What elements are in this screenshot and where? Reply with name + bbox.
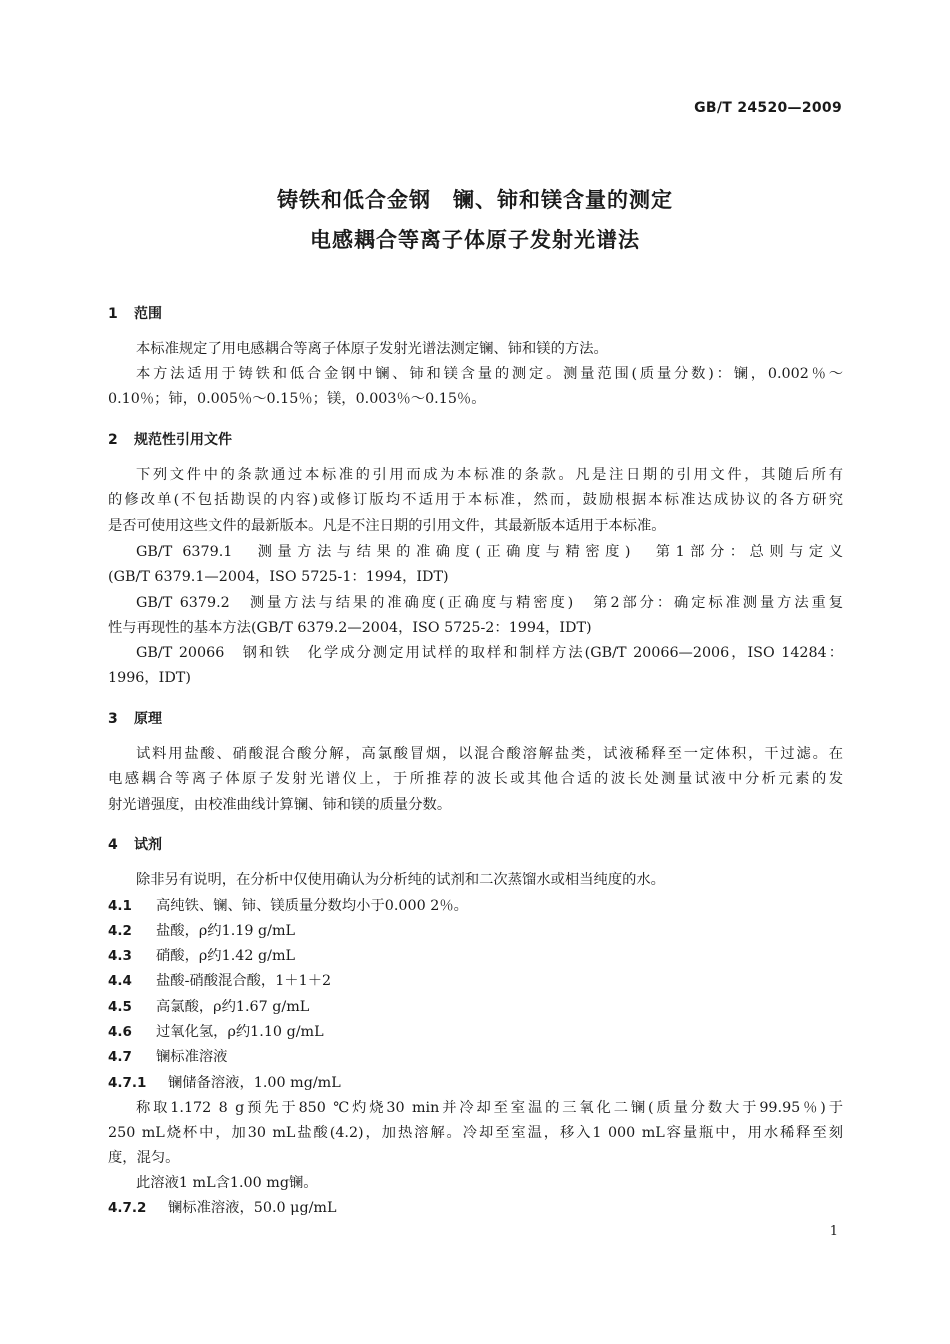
item-text: 高纯铁、镧、铈、镁质量分数均小于0.000 2％。 xyxy=(156,898,468,914)
section-title: 规范性引用文件 xyxy=(134,432,232,448)
paragraph-line: 本方法适用于铸铁和低合金钢中镧、铈和镁含量的测定。测量范围(质量分数)：镧，0.002％～ xyxy=(136,366,843,382)
item-text: 镧储备溶液，1.00 mg/mL xyxy=(168,1075,341,1091)
reference-line: GB/T 6379.1 测量方法与结果的准确度(正确度与精密度) 第1部分：总则与定义 xyxy=(136,544,843,560)
section-number: 3 xyxy=(108,711,118,727)
section-heading-scope xyxy=(108,303,162,323)
paragraph-line: 除非另有说明，在分析中仅使用确认为分析纯的试剂和二次蒸馏水或相当纯度的水。 xyxy=(136,872,665,888)
reagent-item xyxy=(108,921,295,941)
item-text: 盐酸-硝酸混合酸，1＋1＋2 xyxy=(156,973,332,989)
paragraph-line: 射光谱强度，由校准曲线计算镧、铈和镁的质量分数。 xyxy=(108,797,452,813)
reference-line: (GB/T 6379.1—2004，ISO 5725-1：1994，IDT) xyxy=(108,569,449,585)
section-heading-references xyxy=(108,429,232,449)
item-number: 4.7.1 xyxy=(108,1075,147,1091)
item-number: 4.7.2 xyxy=(108,1200,147,1216)
reagent-item xyxy=(108,997,309,1017)
document-title-line2: 电感耦合等离子体原子发射光谱法 xyxy=(310,228,640,252)
section-number: 2 xyxy=(108,432,118,448)
paragraph-line: 试料用盐酸、硝酸混合酸分解，高氯酸冒烟，以混合酸溶解盐类，试液稀释至一定体积，干过滤。在 xyxy=(136,746,843,762)
item-number: 4.3 xyxy=(108,948,132,964)
item-text: 盐酸，ρ约1.19 g/mL xyxy=(156,923,295,939)
reference-line: 1996，IDT) xyxy=(108,670,191,686)
section-title: 范围 xyxy=(134,306,162,322)
paragraph-line: 下列文件中的条款通过本标准的引用而成为本标准的条款。凡是注日期的引用文件，其随后所有 xyxy=(136,467,843,483)
paragraph-line: 度，混匀。 xyxy=(108,1150,180,1166)
paragraph-line: 本标准规定了用电感耦合等离子体原子发射光谱法测定镧、铈和镁的方法。 xyxy=(136,341,608,357)
item-number: 4.7 xyxy=(108,1049,132,1065)
item-number: 4.1 xyxy=(108,898,132,914)
item-number: 4.6 xyxy=(108,1024,132,1040)
item-text: 镧标准溶液 xyxy=(156,1049,228,1065)
paragraph-line: 称取1.172 8 g预先于850 ℃灼烧30 min并冷却至室温的三氧化二镧(质量分数大于99.95％)于 xyxy=(136,1100,843,1116)
section-heading-reagents xyxy=(108,834,162,854)
item-text: 过氧化氢，ρ约1.10 g/mL xyxy=(156,1024,324,1040)
item-number: 4.2 xyxy=(108,923,132,939)
item-number: 4.5 xyxy=(108,999,132,1015)
section-heading-principle xyxy=(108,708,162,728)
reagent-item xyxy=(108,1047,227,1067)
paragraph-line: 250 mL烧杯中，加30 mL盐酸(4.2)，加热溶解。冷却至室温，移入1 000 mL容量瓶中，用水稀释至刻 xyxy=(108,1125,843,1141)
section-title: 原理 xyxy=(134,711,162,727)
item-text: 镧标准溶液，50.0 μg/mL xyxy=(168,1200,337,1216)
paragraph-line: 0.10％；铈，0.005％～0.15％；镁，0.003％～0.15％。 xyxy=(108,391,486,407)
item-number: 4.4 xyxy=(108,973,132,989)
page-number: 1 xyxy=(829,1224,838,1239)
reagent-item xyxy=(108,1022,324,1042)
standard-number: GB/T 24520—2009 xyxy=(694,100,842,116)
paragraph-line: 电感耦合等离子体原子发射光谱仪上，于所推荐的波长或其他合适的波长处测量试液中分析元素的发 xyxy=(108,771,843,787)
item-text: 硝酸，ρ约1.42 g/mL xyxy=(156,948,295,964)
document-title-line1: 铸铁和低合金钢 镧、铈和镁含量的测定 xyxy=(277,188,673,212)
section-title: 试剂 xyxy=(134,837,162,853)
reference-line: GB/T 6379.2 测量方法与结果的准确度(正确度与精密度) 第2部分：确定标准测量方法重复 xyxy=(136,595,843,611)
reference-line: 性与再现性的基本方法(GB/T 6379.2—2004，ISO 5725-2：1994，IDT) xyxy=(108,620,592,636)
paragraph-line: 的修改单(不包括勘误的内容)或修订版均不适用于本标准，然而，鼓励根据本标准达成协议的各方研究 xyxy=(108,492,843,508)
paragraph-line: 此溶液1 mL含1.00 mg镧。 xyxy=(136,1175,318,1191)
section-number: 4 xyxy=(108,837,118,853)
reagent-item xyxy=(108,946,295,966)
reagent-subitem xyxy=(108,1198,336,1218)
paragraph-line: 是否可使用这些文件的最新版本。凡是不注日期的引用文件，其最新版本适用于本标准。 xyxy=(108,518,666,534)
section-number: 1 xyxy=(108,306,118,322)
reagent-item xyxy=(108,971,331,991)
reference-line: GB/T 20066 钢和铁 化学成分测定用试样的取样和制样方法(GB/T 20066—2006，ISO 14284： xyxy=(136,645,843,661)
reagent-subitem xyxy=(108,1073,341,1093)
reagent-item xyxy=(108,896,468,916)
item-text: 高氯酸，ρ约1.67 g/mL xyxy=(156,999,310,1015)
